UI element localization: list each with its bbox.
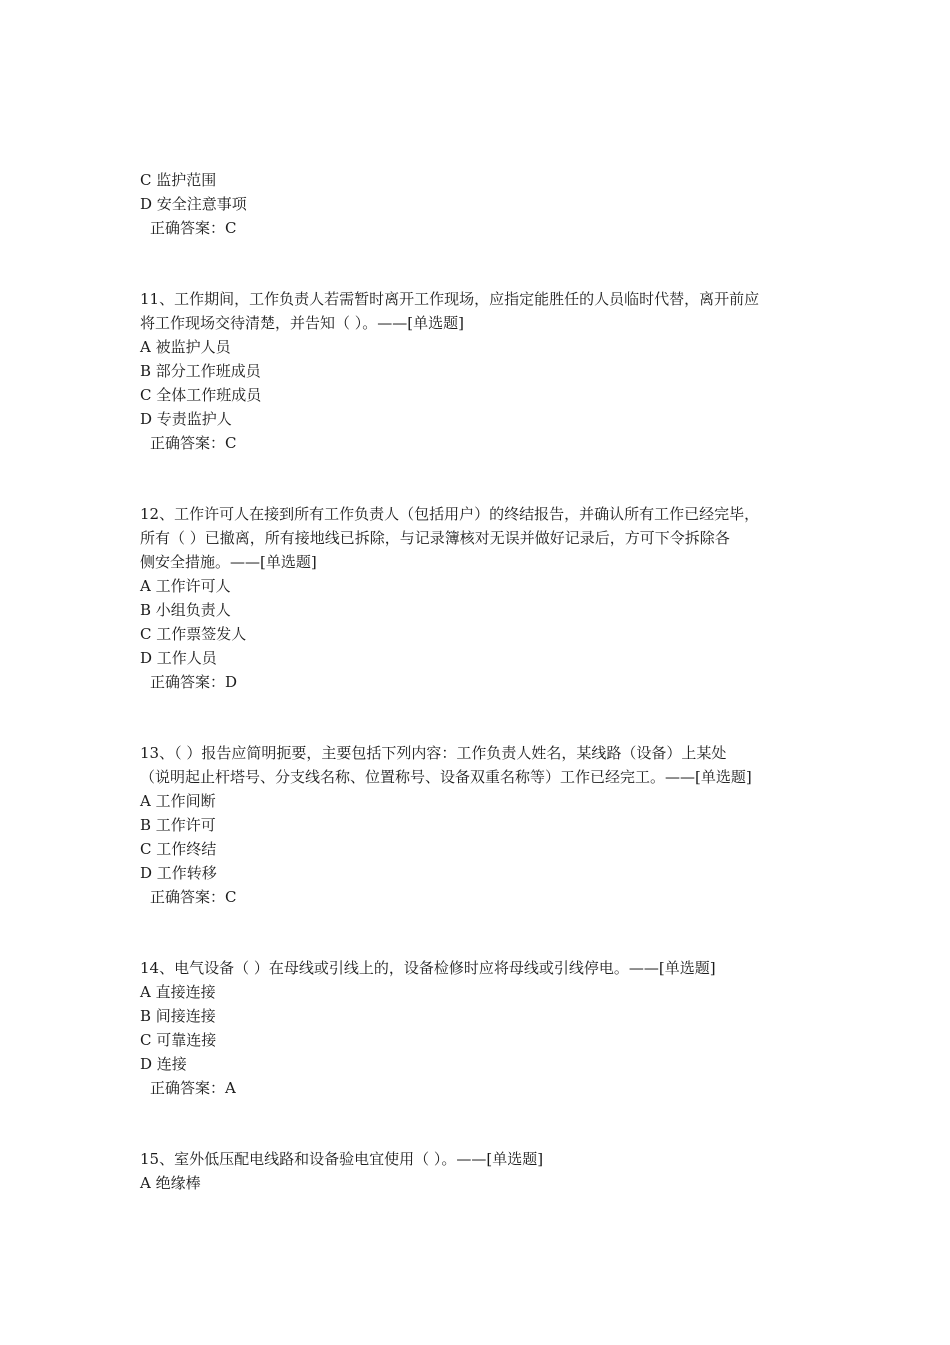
correct-answer: 正确答案：C — [150, 219, 237, 237]
correct-answer: 正确答案：C — [150, 888, 237, 906]
option-b: B 间接连接 — [140, 1007, 216, 1025]
correct-answer: 正确答案：C — [150, 434, 237, 452]
question-text-line: 13、（ ）报告应简明扼要，主要包括下列内容：工作负责人姓名，某线路（设备）上某处 — [140, 744, 727, 762]
question-text-line: 12、工作许可人在接到所有工作负责人（包括用户）的终结报告，并确认所有工作已经完毕， — [140, 505, 760, 523]
question-14 — [140, 956, 820, 1100]
option-a: A 直接连接 — [140, 983, 216, 1001]
option-a: A 工作间断 — [140, 792, 216, 810]
question-text-line: 所有（ ）已撤离，所有接地线已拆除，与记录簿核对无误并做好记录后，方可下令拆除各 — [140, 529, 730, 547]
correct-answer: 正确答案：A — [150, 1079, 236, 1097]
option-c: C 全体工作班成员 — [140, 386, 262, 404]
option-a: A 绝缘棒 — [140, 1174, 201, 1192]
option-c: C 工作终结 — [140, 840, 217, 858]
previous-question-tail — [140, 168, 820, 240]
question-text-line: 侧安全措施。——[单选题] — [140, 553, 317, 571]
question-text-line: 将工作现场交待清楚，并告知（ ）。——[单选题] — [140, 314, 464, 332]
option-b: B 工作许可 — [140, 816, 216, 834]
option-a: A 工作许可人 — [140, 577, 231, 595]
option-b: B 部分工作班成员 — [140, 362, 261, 380]
question-13 — [140, 741, 820, 909]
option-d: D 安全注意事项 — [140, 195, 247, 213]
question-text-line: 15、室外低压配电线路和设备验电宜使用（ ）。——[单选题] — [140, 1150, 544, 1168]
option-b: B 小组负责人 — [140, 601, 231, 619]
option-c: C 工作票签发人 — [140, 625, 247, 643]
question-15 — [140, 1147, 820, 1195]
option-d: D 连接 — [140, 1055, 187, 1073]
question-text-line: 11、工作期间，工作负责人若需暂时离开工作现场，应指定能胜任的人员临时代替，离开前应 — [140, 290, 760, 308]
question-12 — [140, 502, 820, 694]
option-d: D 专责监护人 — [140, 410, 232, 428]
option-c: C 监护范围 — [140, 171, 217, 189]
option-d: D 工作转移 — [140, 864, 217, 882]
question-text-line: 14、电气设备（ ）在母线或引线上的，设备检修时应将母线或引线停电。——[单选题] — [140, 959, 716, 977]
question-11 — [140, 287, 820, 455]
correct-answer: 正确答案：D — [150, 673, 238, 691]
question-list — [140, 168, 820, 1195]
option-a: A 被监护人员 — [140, 338, 231, 356]
question-text-line: （说明起止杆塔号、分支线名称、位置称号、设备双重名称等）工作已经完工。——[单选题] — [140, 768, 752, 786]
option-d: D 工作人员 — [140, 649, 217, 667]
option-c: C 可靠连接 — [140, 1031, 217, 1049]
